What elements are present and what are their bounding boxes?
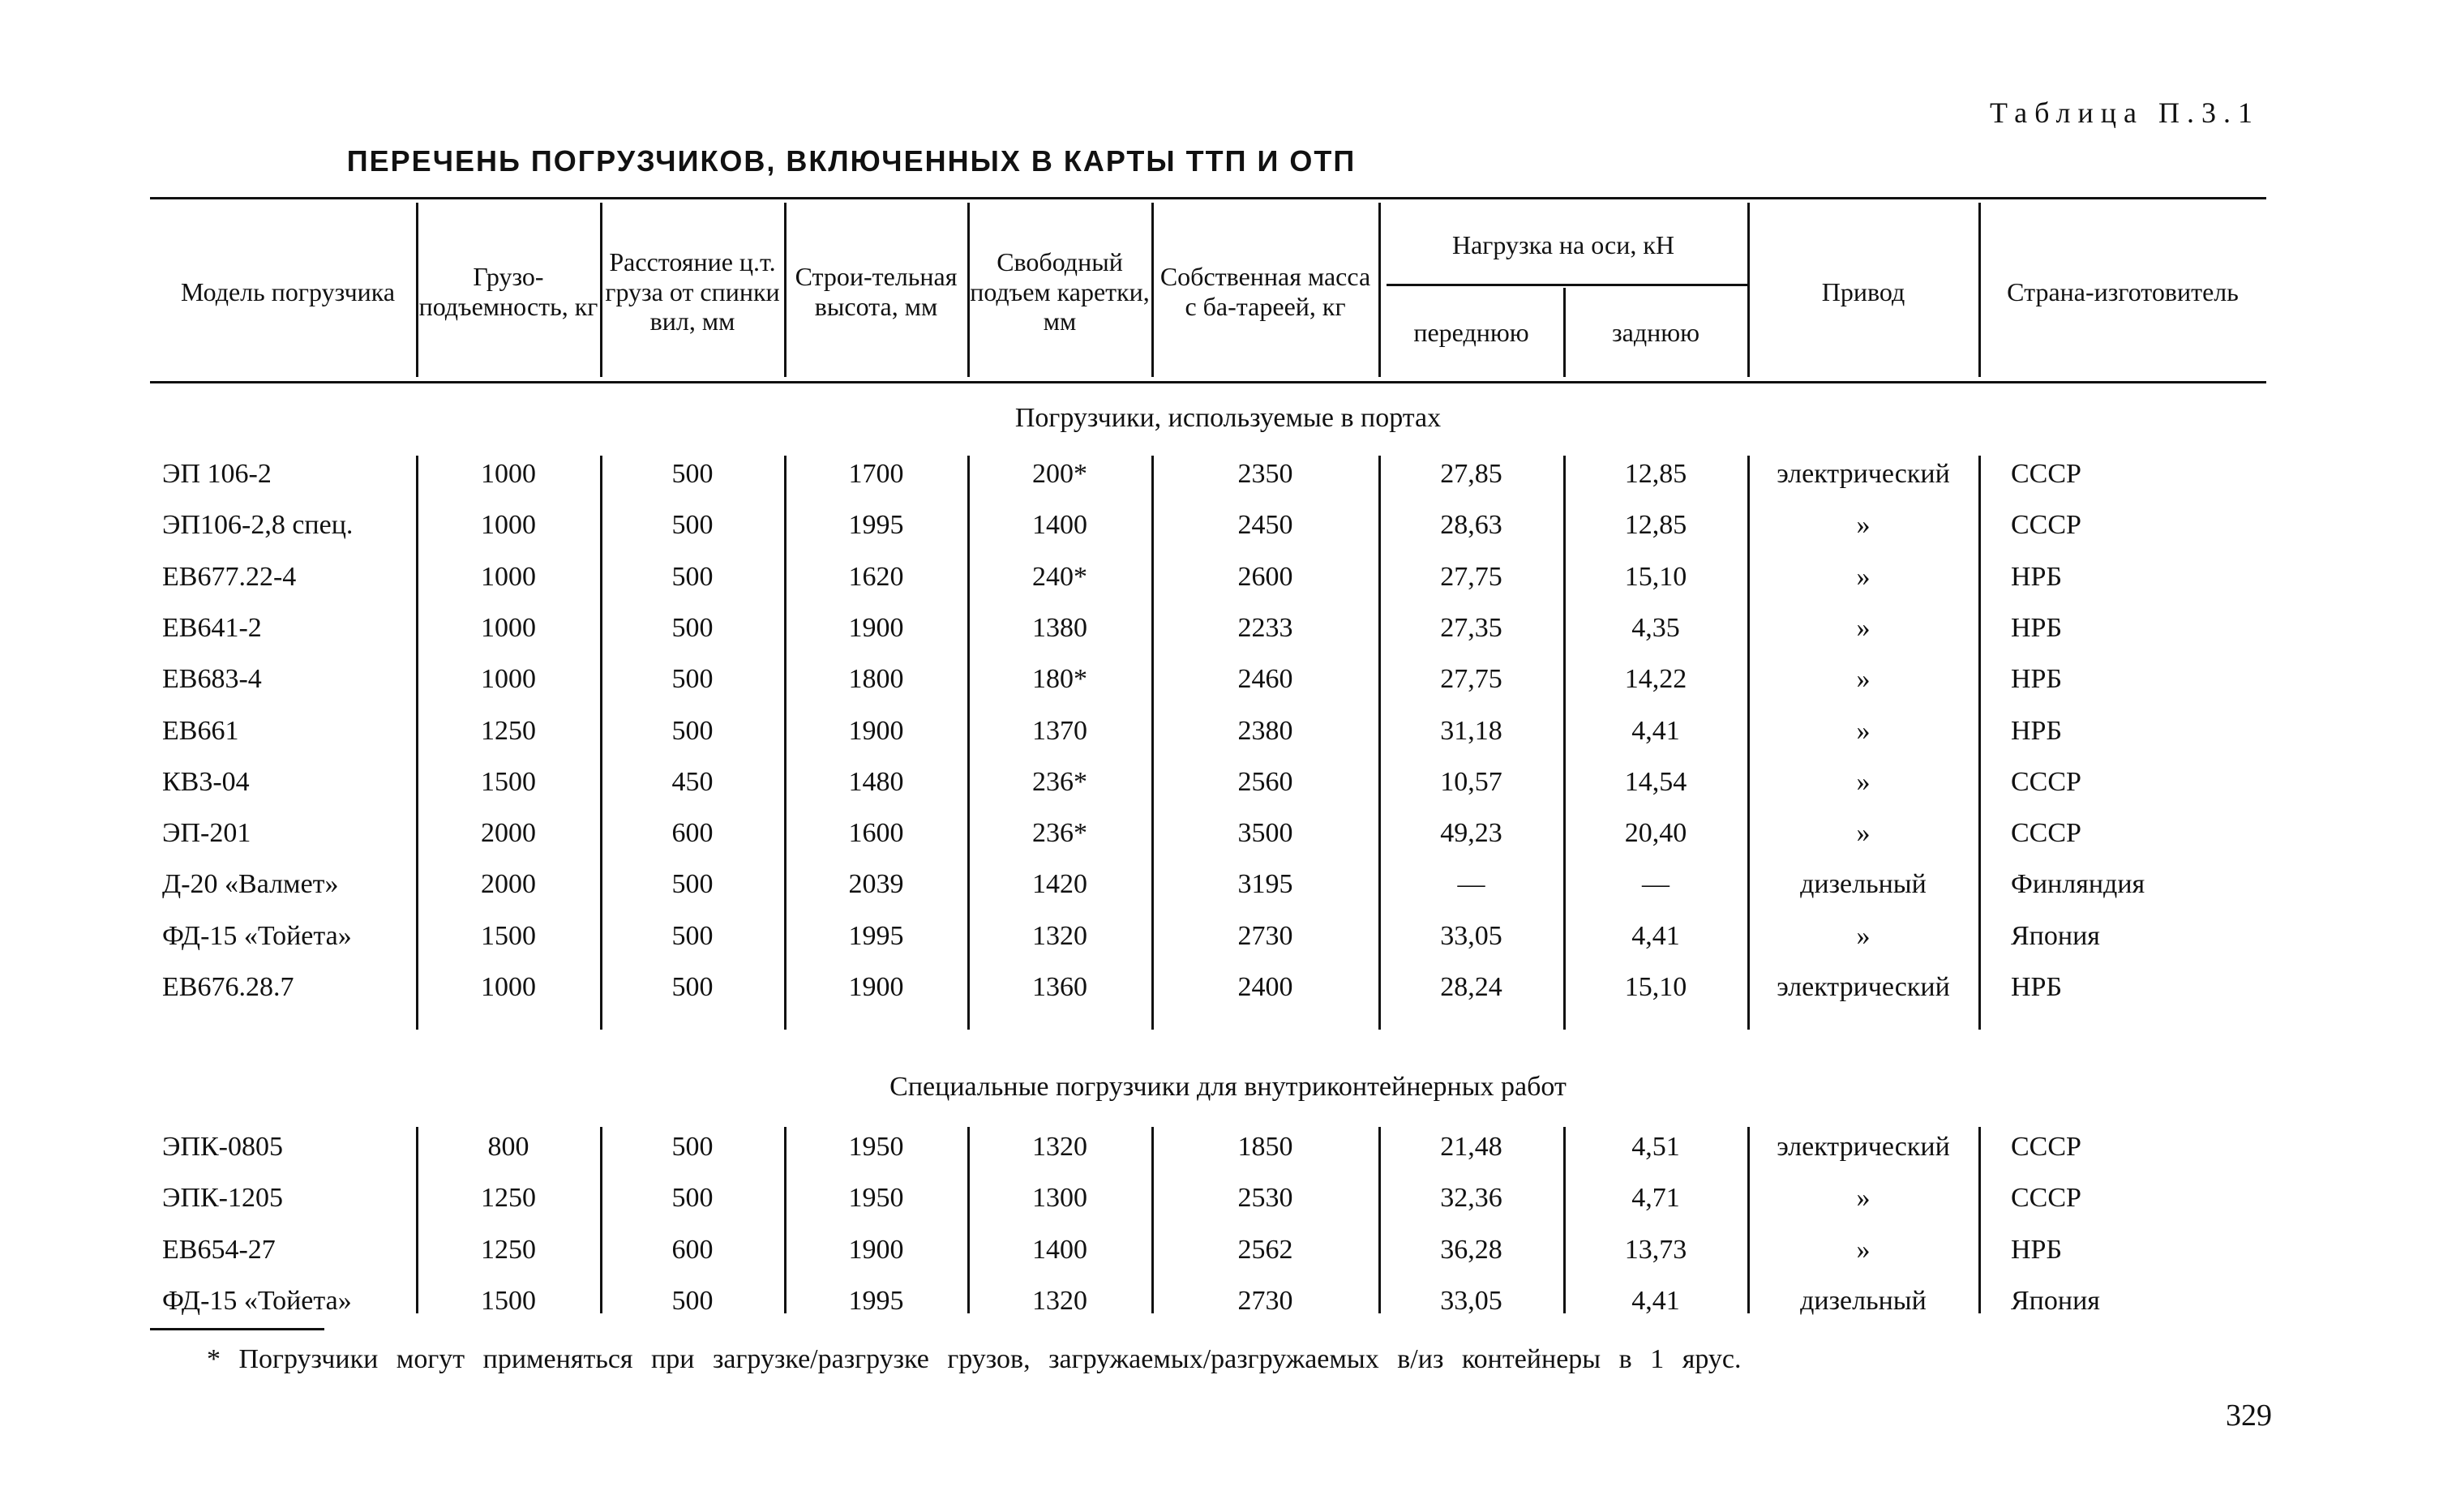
cell-mass: 2560 <box>1237 767 1293 797</box>
header-model: Модель погрузчика <box>180 276 396 306</box>
table-row <box>0 501 2456 550</box>
cell-distance: 500 <box>671 869 714 899</box>
cell-rear-axle: 15,10 <box>1624 972 1687 1002</box>
cell-capacity: 1000 <box>481 613 536 643</box>
cell-mass: 3500 <box>1237 818 1293 848</box>
table-row <box>0 655 2456 704</box>
cell-drive: » <box>1856 921 1871 951</box>
column-rule <box>1563 1127 1566 1313</box>
table-row <box>0 1226 2456 1274</box>
cell-mass: 2450 <box>1237 510 1293 540</box>
cell-model: ФД-15 «Тойета» <box>162 1286 352 1316</box>
cell-free-lift: 1420 <box>1032 869 1087 899</box>
cell-country: Япония <box>2011 921 2100 951</box>
cell-front-axle: 32,36 <box>1440 1183 1502 1213</box>
cell-drive: » <box>1856 1235 1871 1265</box>
cell-mass: 2530 <box>1237 1183 1293 1213</box>
table-row <box>0 758 2456 807</box>
cell-capacity: 1500 <box>481 767 536 797</box>
cell-distance: 500 <box>671 664 714 694</box>
header-bottom-rule <box>150 381 2266 383</box>
cell-capacity: 1250 <box>481 1183 536 1213</box>
cell-height: 1900 <box>848 613 904 643</box>
cell-front-axle: 28,63 <box>1440 510 1502 540</box>
cell-height: 1600 <box>848 818 904 848</box>
column-rule <box>1378 1127 1381 1313</box>
header-structural-height: Строи-тельная высота, мм <box>795 262 958 321</box>
cell-model: ЭП106-2,8 спец. <box>162 510 354 540</box>
cell-country: НРБ <box>2011 664 2062 694</box>
cell-model: ЕВ641-2 <box>162 613 262 643</box>
page-number: 329 <box>2226 1398 2272 1433</box>
cell-free-lift: 236* <box>1032 818 1087 848</box>
cell-free-lift: 240* <box>1032 562 1087 592</box>
cell-height: 1900 <box>848 972 904 1002</box>
cell-distance: 500 <box>671 1286 714 1316</box>
cell-country: НРБ <box>2011 716 2062 746</box>
cell-model: ЕВ677.22-4 <box>162 562 297 592</box>
header-capacity: Грузо-подъемность, кг <box>418 262 598 321</box>
cell-country: НРБ <box>2011 972 2062 1002</box>
cell-front-axle: 33,05 <box>1440 1286 1502 1316</box>
cell-free-lift: 1380 <box>1032 613 1087 643</box>
cell-drive: » <box>1856 510 1871 540</box>
cell-front-axle: 36,28 <box>1440 1235 1502 1265</box>
cell-capacity: 1000 <box>481 510 536 540</box>
column-rule <box>600 456 602 1030</box>
cell-distance: 500 <box>671 716 714 746</box>
cell-capacity: 800 <box>487 1132 529 1162</box>
table-row <box>0 963 2456 1012</box>
cell-rear-axle: 13,73 <box>1624 1235 1687 1265</box>
cell-rear-axle: 15,10 <box>1624 562 1687 592</box>
table-row <box>0 1123 2456 1171</box>
cell-height: 1700 <box>848 459 904 489</box>
table-title: ПЕРЕЧЕНЬ ПОГРУЗЧИКОВ, ВКЛЮЧЕННЫХ В КАРТЫ ТТП И ОТП <box>346 144 1357 178</box>
cell-model: ЭПК-1205 <box>162 1183 283 1213</box>
cell-front-axle: 27,75 <box>1440 664 1502 694</box>
cell-country: СССР <box>2011 510 2081 540</box>
table-row <box>0 1277 2456 1326</box>
cell-drive: » <box>1856 767 1871 797</box>
cell-capacity: 1000 <box>481 562 536 592</box>
cell-drive: дизельный <box>1800 1286 1927 1316</box>
cell-drive: » <box>1856 1183 1871 1213</box>
cell-distance: 500 <box>671 1132 714 1162</box>
cell-rear-axle: 20,40 <box>1624 818 1687 848</box>
cell-rear-axle: 12,85 <box>1624 510 1687 540</box>
column-rule <box>1563 456 1566 1030</box>
cell-model: ЕВ683-4 <box>162 664 262 694</box>
cell-rear-axle: 12,85 <box>1624 459 1687 489</box>
cell-distance: 500 <box>671 613 714 643</box>
cell-country: СССР <box>2011 818 2081 848</box>
cell-drive: » <box>1856 716 1871 746</box>
column-rule <box>1378 456 1381 1030</box>
cell-mass: 3195 <box>1237 869 1293 899</box>
cell-front-axle: 27,75 <box>1440 562 1502 592</box>
cell-rear-axle: 4,41 <box>1631 716 1680 746</box>
cell-country: СССР <box>2011 1132 2081 1162</box>
cell-free-lift: 1320 <box>1032 1286 1087 1316</box>
cell-distance: 450 <box>671 767 714 797</box>
cell-mass: 2562 <box>1237 1235 1293 1265</box>
header-axle-load: Нагрузка на оси, кН <box>1451 230 1675 260</box>
cell-mass: 2380 <box>1237 716 1293 746</box>
cell-mass: 1850 <box>1237 1132 1293 1162</box>
cell-free-lift: 1300 <box>1032 1183 1087 1213</box>
cell-capacity: 2000 <box>481 818 536 848</box>
cell-country: НРБ <box>2011 1235 2062 1265</box>
cell-free-lift: 180* <box>1032 664 1087 694</box>
cell-height: 1900 <box>848 1235 904 1265</box>
table-row <box>0 450 2456 499</box>
table-row <box>0 912 2456 961</box>
header-own-mass: Собственная масса с ба-тареей, кг <box>1159 262 1371 321</box>
cell-free-lift: 1400 <box>1032 1235 1087 1265</box>
cell-model: ЭП 106-2 <box>162 459 272 489</box>
cell-capacity: 1500 <box>481 921 536 951</box>
cell-front-axle: 21,48 <box>1440 1132 1502 1162</box>
cell-country: Япония <box>2011 1286 2100 1316</box>
cell-rear-axle: 4,41 <box>1631 921 1680 951</box>
section-title: Специальные погрузчики для внутриконтейнерных работ <box>889 1072 1567 1102</box>
cell-drive: электрический <box>1777 972 1950 1002</box>
column-rule <box>1978 1127 1981 1313</box>
cell-front-axle: 33,05 <box>1440 921 1502 951</box>
section-title: Погрузчики, используемые в портах <box>1014 403 1442 433</box>
cell-mass: 2730 <box>1237 921 1293 951</box>
header-top-rule <box>150 197 2266 199</box>
cell-country: НРБ <box>2011 613 2062 643</box>
table-row <box>0 553 2456 602</box>
cell-model: Д-20 «Валмет» <box>162 869 339 899</box>
cell-drive: дизельный <box>1800 869 1927 899</box>
header-rear-axle: заднюю <box>1611 317 1700 347</box>
cell-country: СССР <box>2011 1183 2081 1213</box>
cell-rear-axle: 4,71 <box>1631 1183 1680 1213</box>
cell-height: 1950 <box>848 1183 904 1213</box>
cell-front-axle: 27,85 <box>1440 459 1502 489</box>
cell-capacity: 1250 <box>481 716 536 746</box>
table-row <box>0 1174 2456 1223</box>
column-rule <box>967 456 970 1030</box>
cell-free-lift: 1360 <box>1032 972 1087 1002</box>
column-rule <box>1151 456 1154 1030</box>
cell-height: 1800 <box>848 664 904 694</box>
cell-rear-axle: 14,22 <box>1624 664 1687 694</box>
cell-capacity: 1000 <box>481 459 536 489</box>
cell-model: ЕВ654-27 <box>162 1235 276 1265</box>
column-rule <box>967 1127 970 1313</box>
cell-rear-axle: 4,35 <box>1631 613 1680 643</box>
cell-drive: » <box>1856 562 1871 592</box>
cell-drive: » <box>1856 664 1871 694</box>
column-rule <box>1747 1127 1750 1313</box>
cell-free-lift: 236* <box>1032 767 1087 797</box>
cell-mass: 2350 <box>1237 459 1293 489</box>
cell-height: 1995 <box>848 921 904 951</box>
cell-height: 1480 <box>848 767 904 797</box>
header-front-axle: переднюю <box>1413 317 1529 347</box>
cell-mass: 2400 <box>1237 972 1293 1002</box>
header-load-center-distance: Расстояние ц.т. груза от спинки вил, мм <box>605 246 780 336</box>
cell-capacity: 1250 <box>481 1235 536 1265</box>
footnote-rule <box>150 1328 324 1330</box>
cell-drive: » <box>1856 818 1871 848</box>
column-rule <box>1151 1127 1154 1313</box>
table-label: Таблица П.3.1 <box>1990 96 2260 129</box>
column-rule <box>1747 456 1750 1030</box>
cell-height: 2039 <box>848 869 904 899</box>
cell-distance: 500 <box>671 562 714 592</box>
cell-country: НРБ <box>2011 562 2062 592</box>
cell-country: СССР <box>2011 459 2081 489</box>
column-rule <box>600 1127 602 1313</box>
cell-free-lift: 1400 <box>1032 510 1087 540</box>
footnote: * Погрузчики могут применяться при загрузке/разгрузке грузов, загружаемых/разгружаемых в/из контейнеры в 1 ярус. <box>207 1344 1742 1374</box>
cell-country: Финляндия <box>2011 869 2145 899</box>
cell-distance: 600 <box>671 818 714 848</box>
table-row <box>0 860 2456 909</box>
cell-capacity: 1000 <box>481 664 536 694</box>
cell-capacity: 1000 <box>481 972 536 1002</box>
cell-drive: электрический <box>1777 1132 1950 1162</box>
column-rule <box>416 1127 418 1313</box>
column-rule <box>416 456 418 1030</box>
table-row <box>0 604 2456 653</box>
cell-rear-axle: — <box>1642 869 1669 899</box>
cell-model: ЭПК-0805 <box>162 1132 283 1162</box>
header-free-lift: Свободный подъем каретки, мм <box>970 246 1150 336</box>
cell-model: ЕВ676.28.7 <box>162 972 294 1002</box>
cell-mass: 2233 <box>1237 613 1293 643</box>
cell-distance: 500 <box>671 1183 714 1213</box>
cell-height: 1995 <box>848 1286 904 1316</box>
cell-model: ЭП-201 <box>162 818 251 848</box>
cell-country: СССР <box>2011 767 2081 797</box>
cell-distance: 500 <box>671 459 714 489</box>
cell-mass: 2730 <box>1237 1286 1293 1316</box>
cell-height: 1620 <box>848 562 904 592</box>
cell-free-lift: 200* <box>1032 459 1087 489</box>
header-drive: Привод <box>1821 276 1905 306</box>
cell-height: 1950 <box>848 1132 904 1162</box>
cell-model: ФД-15 «Тойета» <box>162 921 352 951</box>
cell-distance: 600 <box>671 1235 714 1265</box>
cell-distance: 500 <box>671 510 714 540</box>
table-row <box>0 707 2456 756</box>
cell-front-axle: 31,18 <box>1440 716 1502 746</box>
column-rule <box>784 1127 787 1313</box>
cell-model: КВ3-04 <box>162 767 250 797</box>
cell-drive: электрический <box>1777 459 1950 489</box>
cell-mass: 2600 <box>1237 562 1293 592</box>
cell-rear-axle: 14,54 <box>1624 767 1687 797</box>
cell-drive: » <box>1856 613 1871 643</box>
cell-capacity: 2000 <box>481 869 536 899</box>
cell-rear-axle: 4,41 <box>1631 1286 1680 1316</box>
cell-rear-axle: 4,51 <box>1631 1132 1680 1162</box>
table-row <box>0 809 2456 858</box>
cell-front-axle: 49,23 <box>1440 818 1502 848</box>
cell-free-lift: 1370 <box>1032 716 1087 746</box>
cell-distance: 500 <box>671 921 714 951</box>
cell-height: 1995 <box>848 510 904 540</box>
cell-height: 1900 <box>848 716 904 746</box>
cell-distance: 500 <box>671 972 714 1002</box>
cell-front-axle: 10,57 <box>1440 767 1502 797</box>
cell-capacity: 1500 <box>481 1286 536 1316</box>
cell-free-lift: 1320 <box>1032 921 1087 951</box>
column-rule <box>1978 456 1981 1030</box>
axle-load-divider <box>1387 284 1747 286</box>
header-country: Страна-изготовитель <box>2007 276 2239 306</box>
column-rule <box>784 456 787 1030</box>
cell-front-axle: — <box>1457 869 1485 899</box>
cell-model: ЕВ661 <box>162 716 239 746</box>
cell-front-axle: 28,24 <box>1440 972 1502 1002</box>
cell-front-axle: 27,35 <box>1440 613 1502 643</box>
cell-free-lift: 1320 <box>1032 1132 1087 1162</box>
cell-mass: 2460 <box>1237 664 1293 694</box>
